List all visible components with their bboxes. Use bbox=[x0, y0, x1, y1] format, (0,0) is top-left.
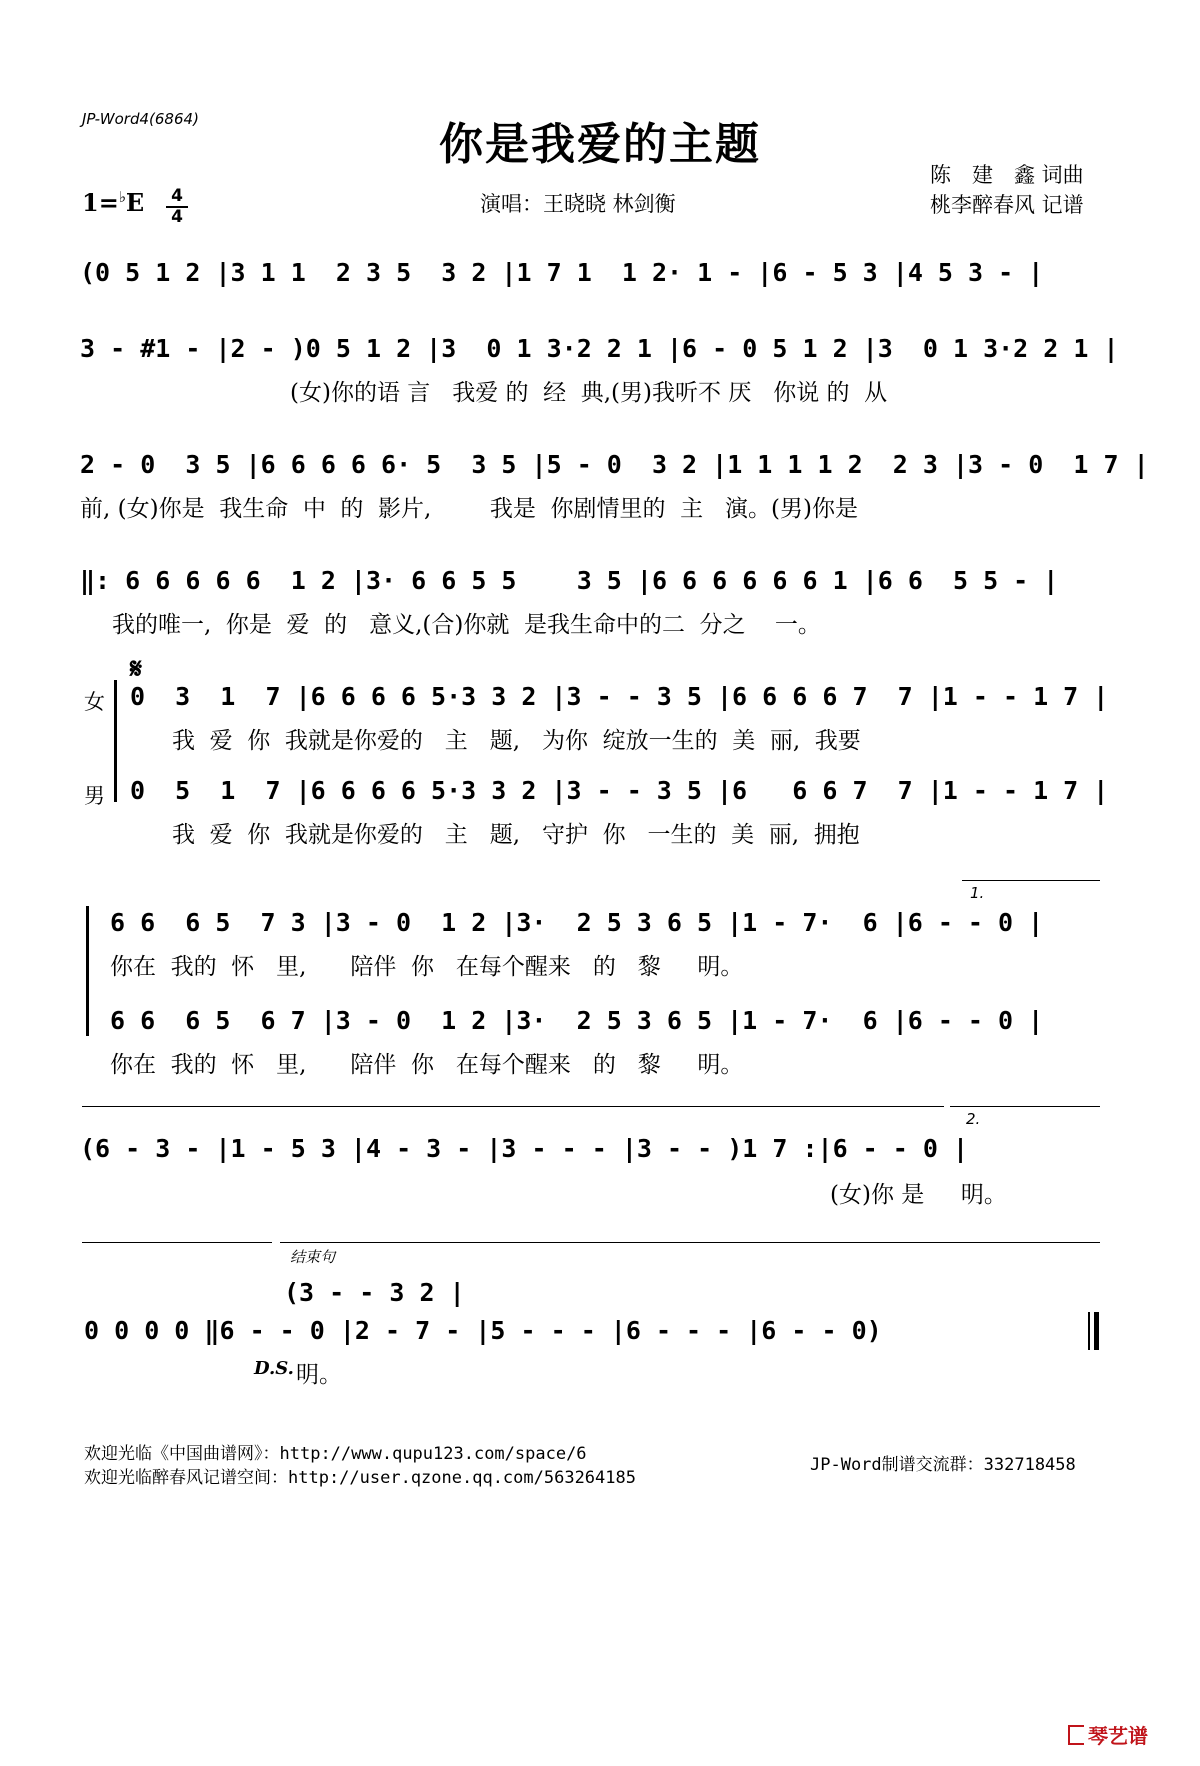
repeat-line-top bbox=[82, 1106, 944, 1107]
final-barline bbox=[1088, 1312, 1099, 1350]
lyrics-line-2: (女)你的语 言 我爱 的 经 典,(男)我听不 厌 你说 的 从 bbox=[290, 380, 888, 406]
volta-2-label: 2. bbox=[966, 1110, 981, 1128]
credits bbox=[930, 160, 1084, 220]
score-line-3: 2 - 0 3 5 |6 6 6 6 6· 5 3 5 |5 - 0 3 2 |1 1 1 1 2 2 3 |3 - 0 1 7 | bbox=[80, 450, 1149, 479]
singers: 演唱：王晓晓 林剑衡 bbox=[480, 192, 676, 216]
page-title: 你是我爱的主题 bbox=[439, 119, 761, 170]
score-line-1: (0 5 1 2 |3 1 1 2 3 5 3 2 |1 7 1 1 2· 1 - |6 - 5 3 |4 5 3 - | bbox=[80, 258, 1044, 287]
system-bracket-2 bbox=[86, 906, 89, 1036]
ending-upper-notes: (3 - - 3 2 | bbox=[284, 1278, 465, 1307]
score-line-6: 0 5 1 7 |6 6 6 6 5·3 3 2 |3 - - 3 5 |6 6 6 7 7 |1 - - 1 7 | bbox=[130, 776, 1109, 805]
transcriber: 桃李醉春风 记谱 bbox=[930, 193, 1084, 217]
score-line-9: (6 - 3 - |1 - 5 3 |4 - 3 - |3 - - - |3 - - )1 7 :|6 - - 0 | bbox=[80, 1134, 969, 1163]
ending-label: 结束句 bbox=[290, 1248, 336, 1266]
brand-name: 琴艺谱 bbox=[1088, 1724, 1148, 1748]
score-line-4: ‖: 6 6 6 6 6 1 2 |3· 6 6 5 5 3 5 |6 6 6 6 6 6 1 |6 6 5 5 - | bbox=[80, 566, 1059, 595]
score-line-7: 6 6 6 5 7 3 |3 - 0 1 2 |3· 2 5 3 6 5 |1 - 7· 6 |6 - - 0 | bbox=[110, 908, 1044, 937]
brand-logo bbox=[1068, 1720, 1148, 1749]
lyrics-line-10: 明。 bbox=[296, 1362, 342, 1388]
voice-male-label: 男 bbox=[84, 784, 105, 808]
lyrics-line-6: 我 爱 你 我就是你爱的 主 题, 守护 你 一生的 美 丽, 拥抱 bbox=[172, 822, 860, 848]
volta-2-line bbox=[950, 1106, 1100, 1107]
time-top: 4 bbox=[171, 186, 183, 206]
software-label: JP-Word4(6864) bbox=[82, 110, 199, 128]
time-signature bbox=[166, 188, 188, 226]
volta-1-line bbox=[962, 880, 1100, 881]
ds-marking: D.S. bbox=[254, 1358, 294, 1379]
lyrics-line-5: 我 爱 你 我就是你爱的 主 题, 为你 绽放一生的 美 丽, 我要 bbox=[172, 728, 861, 754]
key-prefix: 1= bbox=[82, 188, 119, 217]
ending-line-left bbox=[82, 1242, 272, 1243]
lyrics-line-8: 你在 我的 怀 里, 陪伴 你 在每个醒来 的 黎 明。 bbox=[110, 1052, 744, 1078]
lyrics-line-3: 前, (女)你是 我生命 中 的 影片, 我是 你剧情里的 主 演。(男)你是 bbox=[80, 496, 858, 522]
score-line-5: 0 3 1 7 |6 6 6 6 5·3 3 2 |3 - - 3 5 |6 6 6 6 7 7 |1 - - 1 7 | bbox=[130, 682, 1109, 711]
voice-female-label: 女 bbox=[84, 690, 105, 714]
time-bottom: 4 bbox=[171, 207, 183, 227]
group-info: JP-Word制谱交流群：332718458 bbox=[810, 1455, 1076, 1475]
ending-line-right bbox=[280, 1242, 1100, 1243]
score-line-10: 0 0 0 0 ‖6 - - 0 |2 - 7 - |5 - - - |6 - - - |6 - - 0) bbox=[84, 1316, 897, 1345]
composer: 陈 建 鑫 词曲 bbox=[930, 163, 1084, 187]
segno-sign: 𝄋 bbox=[130, 652, 143, 685]
score-line-8: 6 6 6 5 6 7 |3 - 0 1 2 |3· 2 5 3 6 5 |1 - 7· 6 |6 - - 0 | bbox=[110, 1006, 1044, 1035]
footer-link-1[interactable]: 欢迎光临《中国曲谱网》：http://www.qupu123.com/space/6 bbox=[84, 1444, 587, 1464]
key-signature bbox=[82, 188, 144, 217]
footer-link-2[interactable]: 欢迎光临醉春风记谱空间：http://user.qzone.qq.com/563264185 bbox=[84, 1468, 636, 1488]
lyrics-line-9: (女)你 是 明。 bbox=[830, 1182, 1007, 1208]
brand-icon bbox=[1068, 1725, 1084, 1745]
lyrics-line-7: 你在 我的 怀 里, 陪伴 你 在每个醒来 的 黎 明。 bbox=[110, 954, 744, 980]
lyrics-line-4: 我的唯一, 你是 爱 的 意义,(合)你就 是我生命中的二 分之 一。 bbox=[112, 612, 821, 638]
score-line-2: 3 - #1 - |2 - )0 5 1 2 |3 0 1 3·2 2 1 |6 - 0 5 1 2 |3 0 1 3·2 2 1 | bbox=[80, 334, 1119, 363]
flat-sign: ♭ bbox=[118, 188, 126, 206]
volta-1-label: 1. bbox=[970, 884, 985, 902]
key-note: E bbox=[125, 188, 145, 217]
footer-links bbox=[84, 1442, 636, 1490]
system-bracket-1 bbox=[114, 680, 117, 802]
